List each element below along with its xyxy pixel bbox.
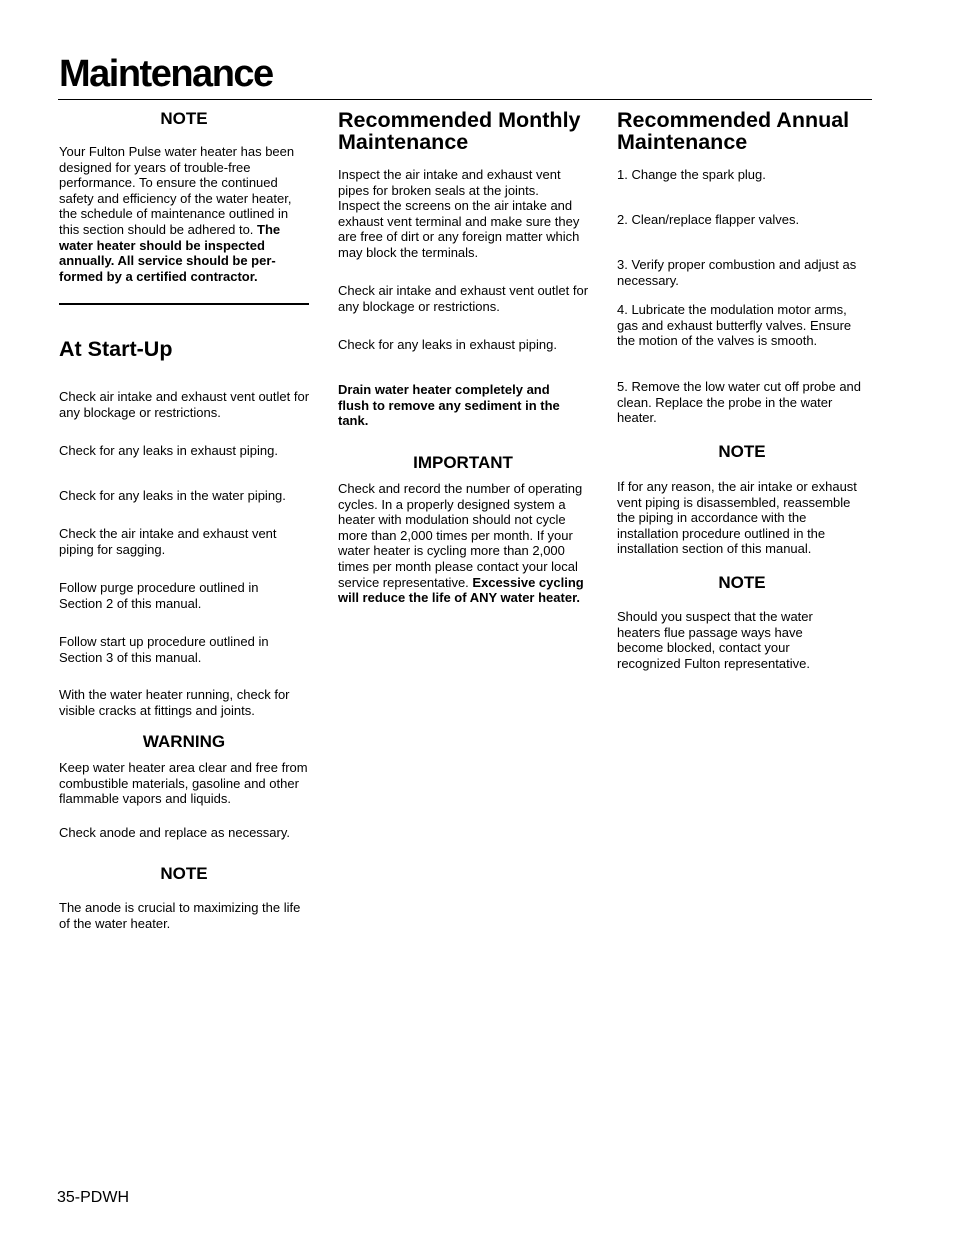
start-up-item: Follow purge procedure outlined in Section 2 of this manual. bbox=[59, 580, 259, 611]
annual-heading: Recommended Annual Maintenance bbox=[617, 108, 850, 154]
note-heading-2: NOTE bbox=[160, 864, 208, 883]
note-divider bbox=[59, 303, 309, 305]
annual-item: 4. Lubricate the modulation motor arms, gas and exhaust butterfly valves. Ensure the motion of the valves is smooth. bbox=[617, 302, 852, 349]
page-footer: 35-PDWH bbox=[57, 1189, 130, 1206]
warning-heading: WARNING bbox=[142, 732, 226, 751]
important-text-bold: Excessive cycling will reduce the life of ANY water heater. bbox=[338, 574, 584, 606]
start-up-item: Check for any leaks in the water piping. bbox=[59, 488, 286, 503]
note-heading-3: NOTE bbox=[718, 442, 766, 461]
start-up-item: Check for any leaks in exhaust piping. bbox=[59, 443, 278, 458]
anode-item: Check anode and replace as necessary. bbox=[59, 825, 291, 840]
important-heading: IMPORTANT bbox=[413, 453, 513, 472]
annual-item: 5. Remove the low water cut off probe and clean. Replace the probe in the water heater. bbox=[617, 379, 862, 426]
annual-item: 2. Clean/replace flapper valves. bbox=[617, 212, 800, 227]
note-heading: NOTE bbox=[160, 109, 208, 128]
start-up-item: Check the air intake and exhaust vent piping for sagging. bbox=[59, 526, 277, 557]
monthly-heading: Recommended Monthly Maintenance bbox=[338, 108, 581, 154]
start-up-item: Check air intake and exhaust vent outlet for any blockage or restrictions. bbox=[59, 389, 310, 420]
note-text-bold: The water heater should be inspected annually. All service should be per-formed by a certified contractor. bbox=[59, 221, 281, 284]
important-text-plain: Check and record the number of operating cycles. In a properly designed system a heater with modulation should not cycle more than 2,000 times per month. If your water heater is cycling more than 2,000 times per month please contact your local service representative. bbox=[338, 481, 583, 590]
note-text-3: If for any reason, the air intake or exhaust vent piping is disassembled, reassemble the piping in accordance with the installation procedure outlined in the installation section of this manual. bbox=[617, 479, 857, 557]
note-text-2: The anode is crucial to maximizing the life of the water heater. bbox=[59, 900, 301, 931]
drain-item: Drain water heater completely and flush to remove any sediment in the tank. bbox=[338, 382, 560, 429]
note-heading-4: NOTE bbox=[718, 573, 766, 592]
important-text bbox=[338, 481, 586, 606]
start-up-item: With the water heater running, check for visible cracks at fittings and joints. bbox=[59, 687, 290, 718]
annual-item: 1. Change the spark plug. bbox=[617, 167, 766, 182]
monthly-item: Check air intake and exhaust vent outlet for any blockage or restrictions. bbox=[338, 283, 589, 314]
page-title: Maintenance bbox=[59, 53, 273, 95]
monthly-item: Inspect the air intake and exhaust vent pipes for broken seals at the joints. Inspect the screens on the air intake and exhaust vent terminal and make sure they are free of dirt or any foreign matter which may block the terminals. bbox=[338, 167, 580, 260]
note-text-plain: Your Fulton Pulse water heater has been designed for years of trouble-free performance. To ensure the continued safety and efficiency of the water heater, the schedule of maintenance outlined in this section should be adhered to. bbox=[59, 144, 295, 237]
warning-text: Keep water heater area clear and free from combustible materials, gasoline and other flammable vapors and liquids. bbox=[59, 760, 308, 807]
start-up-item: Follow start up procedure outlined in Section 3 of this manual. bbox=[59, 634, 269, 665]
title-divider bbox=[58, 99, 872, 100]
note-text-4: Should you suspect that the water heaters flue passage ways have become blocked, contact your recognized Fulton representative. bbox=[617, 609, 813, 671]
annual-item: 3. Verify proper combustion and adjust as necessary. bbox=[617, 257, 857, 288]
note-text bbox=[59, 144, 304, 284]
monthly-item: Check for any leaks in exhaust piping. bbox=[338, 337, 557, 352]
start-up-heading: At Start-Up bbox=[59, 337, 173, 361]
